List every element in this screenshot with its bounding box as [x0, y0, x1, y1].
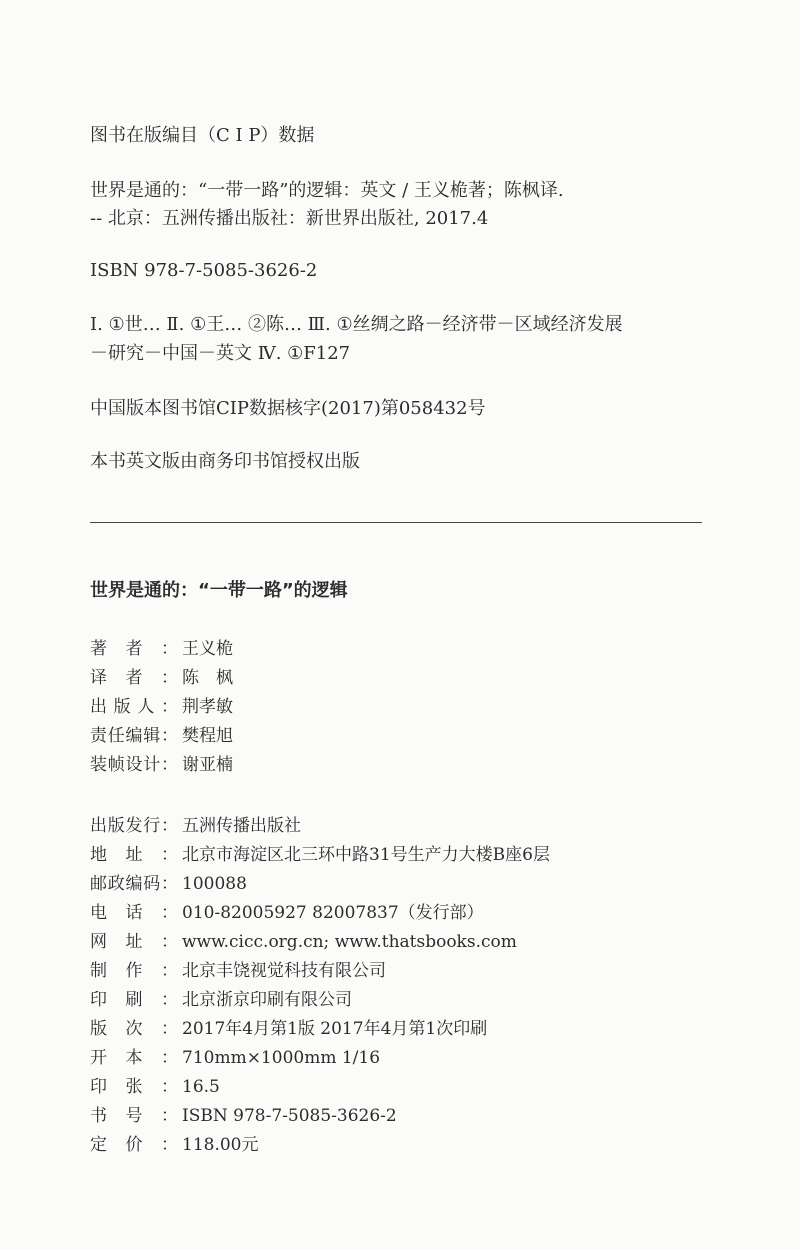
credits-label: 译 者 ： [90, 668, 178, 688]
credits-row [90, 753, 233, 777]
publication-value: 2017年4月第1版 2017年4月第1次印刷 [182, 1019, 488, 1039]
publication-value: 五洲传播出版社 [182, 816, 301, 836]
cip-classification-2: －研究－中国－英文 Ⅳ. ①F127 [90, 343, 351, 364]
license-note: 本书英文版由商务印书馆授权出版 [90, 451, 360, 472]
divider [90, 522, 702, 523]
publication-value: 16.5 [182, 1077, 220, 1097]
publication-label: 印 刷 ： [90, 990, 178, 1010]
credits-label: 责 任 编 辑 ： [90, 726, 178, 746]
credits-row [90, 695, 233, 719]
publication-label: 电 话 ： [90, 903, 178, 923]
cip-classification-1: Ⅰ. ①世… Ⅱ. ①王… ②陈… Ⅲ. ①丝绸之路－经济带－区域经济发展 [90, 314, 623, 335]
cip-heading: 图书在版编目（C I P）数据 [90, 125, 315, 146]
publication-value: 北京丰饶视觉科技有限公司 [182, 961, 386, 981]
credits-value: 陈 枫 [182, 668, 233, 688]
book-title: 世界是通的：“一带一路”的逻辑 [90, 580, 348, 601]
publication-row [90, 1017, 487, 1041]
publication-label: 制 作 ： [90, 961, 178, 981]
publication-value: www.cicc.org.cn; www.thatsbooks.com [182, 932, 517, 952]
publication-row [90, 814, 301, 838]
publication-row [90, 930, 517, 954]
publication-label: 地 址 ： [90, 845, 178, 865]
cip-publisher-line: -- 北京：五洲传播出版社：新世界出版社, 2017.4 [90, 208, 489, 229]
credits-value: 荆孝敏 [182, 697, 233, 717]
publication-row [90, 901, 484, 925]
publication-label: 开 本 ： [90, 1048, 178, 1068]
publication-label: 版 次 ： [90, 1019, 178, 1039]
publication-row [90, 1075, 220, 1099]
credits-value: 樊程旭 [182, 726, 233, 746]
publication-label: 出 版 发 行 ： [90, 816, 178, 836]
publication-value: 北京浙京印刷有限公司 [182, 990, 352, 1010]
publication-value: 118.00元 [182, 1135, 259, 1155]
credits-label: 出 版 人 ： [90, 697, 178, 717]
publication-value: 010-82005927 82007837（发行部） [182, 903, 484, 923]
credits-row [90, 637, 233, 661]
credits-row [90, 666, 233, 690]
credits-row [90, 724, 233, 748]
credits-label: 著 者 ： [90, 639, 178, 659]
cip-check-number: 中国版本图书馆CIP数据核字(2017)第058432号 [90, 398, 486, 419]
publication-row [90, 872, 247, 896]
credits-label: 装 帧 设 计 ： [90, 755, 178, 775]
publication-value: 100088 [182, 874, 247, 894]
publication-label: 邮 政 编 码 ： [90, 874, 178, 894]
publication-value: ISBN 978-7-5085-3626-2 [182, 1106, 397, 1126]
publication-label: 书 号 ： [90, 1106, 178, 1126]
publication-value: 北京市海淀区北三环中路31号生产力大楼B座6层 [182, 845, 550, 865]
publication-row [90, 1104, 397, 1128]
publication-row [90, 1046, 380, 1070]
publication-row [90, 1133, 258, 1157]
credits-value: 王义桅 [182, 639, 233, 659]
publication-row [90, 843, 550, 867]
cip-isbn: ISBN 978-7-5085-3626-2 [90, 260, 318, 281]
publication-label: 网 址 ： [90, 932, 178, 952]
publication-value: 710mm×1000mm 1/16 [182, 1048, 381, 1068]
publication-row [90, 959, 386, 983]
publication-row [90, 988, 352, 1012]
cip-title-line: 世界是通的：“一带一路”的逻辑：英文 / 王义桅著；陈枫译. [90, 180, 564, 201]
credits-value: 谢亚楠 [182, 755, 233, 775]
publication-label: 印 张 ： [90, 1077, 178, 1097]
publication-label: 定 价 ： [90, 1135, 178, 1155]
